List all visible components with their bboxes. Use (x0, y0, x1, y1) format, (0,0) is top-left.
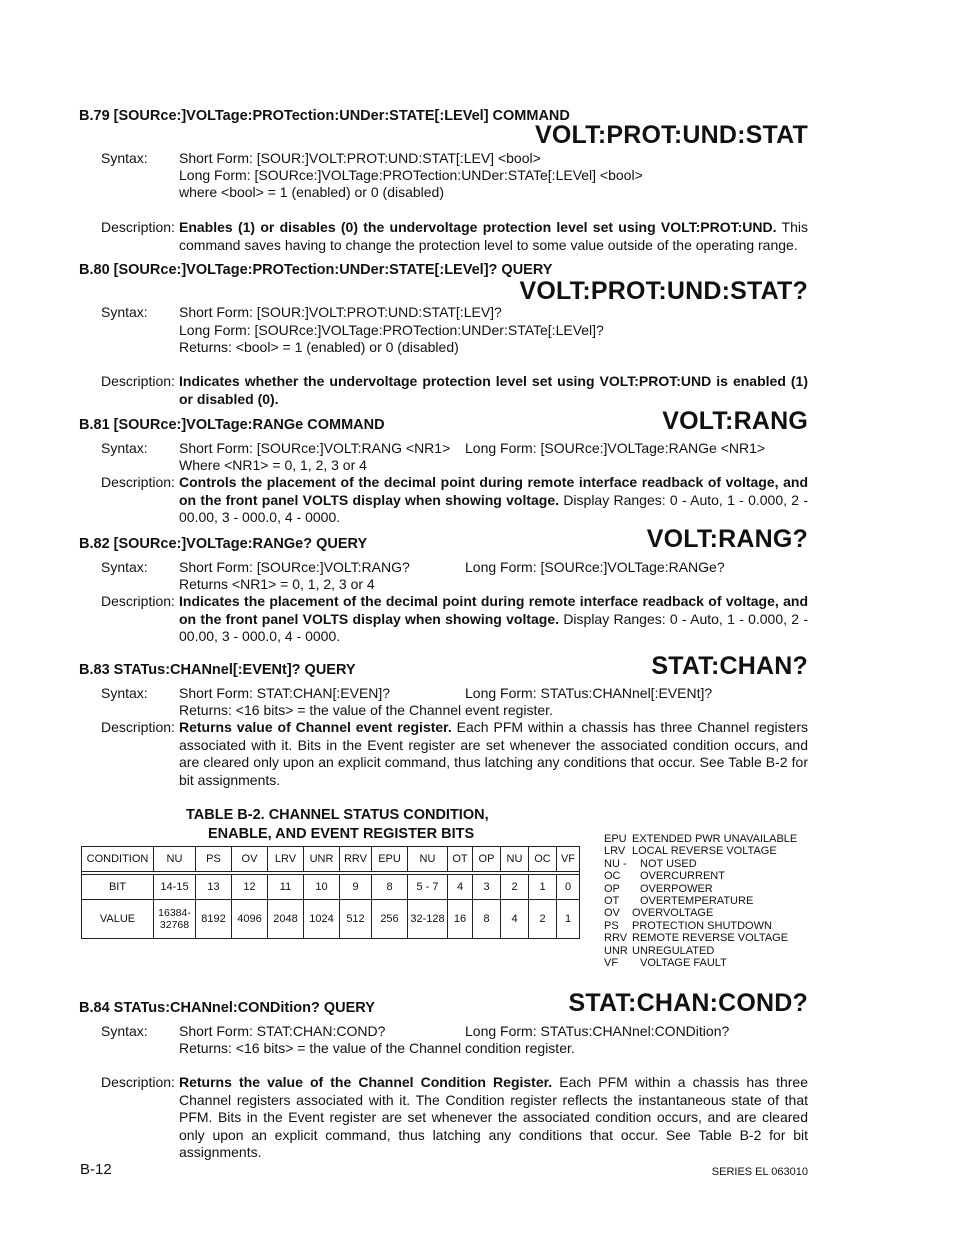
syntax-line: Returns: <bool> = 1 (enabled) or 0 (disabled) (179, 339, 459, 355)
table-caption: ENABLE, AND EVENT REGISTER BITS (208, 826, 475, 842)
table-cell: 2 (501, 875, 529, 900)
description-label: Description: (101, 219, 175, 235)
legend-item (604, 870, 797, 882)
legend-abbr: PS (604, 919, 619, 932)
syntax-long: Long Form: [SOURce:]VOLTage:RANGe? (465, 559, 725, 575)
section-heading: B.83 STATus:CHANnel[:EVENt]? QUERY (79, 662, 356, 678)
legend-item (604, 883, 797, 895)
syntax-label: Syntax: (101, 440, 148, 456)
syntax-label: Syntax: (101, 1023, 148, 1039)
command-title: STAT:CHAN:COND? (568, 989, 808, 1017)
abbreviation-legend (604, 833, 797, 969)
table-cell: 13 (196, 875, 232, 900)
table-cell: 16 (448, 900, 473, 939)
syntax-long: Long Form: STATus:CHANnel:CONDition? (465, 1023, 730, 1039)
table-cell: LRV (268, 847, 304, 872)
table-cell: 8192 (196, 900, 232, 939)
table-cell: 14-15 (154, 875, 196, 900)
table-cell: 1 (529, 875, 557, 900)
section-heading: B.81 [SOURce:]VOLTage:RANGe COMMAND (79, 417, 385, 433)
syntax-short: Short Form: STAT:CHAN[:EVEN]? (179, 685, 391, 701)
table-cell: 1 (557, 900, 580, 939)
table-cell: 0 (557, 875, 580, 900)
legend-item (604, 845, 797, 857)
table-cell: 12 (232, 875, 268, 900)
syntax-short: Short Form: STAT:CHAN:COND? (179, 1023, 386, 1039)
description-rest: Each PFM within a chassis has three Channel registers associated with it. The Condition register reflects the instantaneous state of that PFM. Bits in the Event register are set whenever the associated condition occurs, and are cleared only upon an explicit command, thus latching any conditions that occur. See Table B-2 for bit assignments. (179, 1074, 808, 1160)
syntax-label: Syntax: (101, 150, 148, 166)
table-cell: OP (473, 847, 501, 872)
legend-text: OVERTEMPERATURE (640, 895, 754, 908)
legend-item (604, 907, 797, 919)
table-cell: UNR (304, 847, 340, 872)
legend-text: EXTENDED PWR UNAVAILABLE (632, 833, 798, 845)
syntax-label: Syntax: (101, 685, 148, 701)
section-heading: B.84 STATus:CHANnel:CONDition? QUERY (79, 1000, 375, 1016)
table-cell: 2048 (268, 900, 304, 939)
description-text (179, 593, 808, 646)
table-row (82, 900, 580, 939)
legend-text: NOT USED (640, 857, 697, 870)
legend-abbr: EPU (604, 833, 627, 845)
syntax-line: Long Form: [SOURce:]VOLTage:PROTection:UNDer:STATe[:LEVel]? (179, 322, 604, 338)
legend-text: UNREGULATED (632, 944, 715, 957)
table-cell: 512 (340, 900, 372, 939)
table-cell: BIT (82, 875, 154, 900)
legend-abbr: OV (604, 907, 620, 920)
legend-item (604, 895, 797, 907)
command-title: VOLT:PROT:UND:STAT (534, 121, 808, 149)
description-rest: Display Ranges: 0 - Auto, 1 - 0.000, 2 - 00.00, 3 - 000.0, 4 - 0000. (179, 491, 808, 525)
description-rest: This command saves having to change the protection level to some value outside of the operating range. (179, 219, 808, 253)
table-cell: 256 (372, 900, 408, 939)
legend-item (604, 932, 797, 944)
syntax-line: Short Form: [SOUR:]VOLT:PROT:UND:STAT[:LEV]? (179, 304, 502, 320)
description-bold: Indicates whether the undervoltage protection level set using VOLT:PROT:UND is enabled (1) or disabled (0). (179, 373, 808, 407)
description-bold: Returns value of Channel event register. (179, 719, 452, 735)
legend-abbr: NU - (604, 857, 627, 870)
section-heading: B.79 [SOURce:]VOLTage:PROTection:UNDer:STATE[:LEVel] COMMAND (79, 108, 570, 124)
legend-abbr: OC (604, 870, 621, 883)
description-rest: Display Ranges: 0 - Auto, 1 - 0.000, 2 - 00.00, 3 - 000.0, 4 - 0000. (179, 610, 808, 644)
table-cell: 4096 (232, 900, 268, 939)
command-title: VOLT:RANG (662, 407, 808, 435)
register-bits-table (81, 846, 580, 939)
legend-abbr: LRV (604, 845, 626, 858)
syntax-where: Returns: <16 bits> = the value of the Channel event register. (179, 702, 553, 718)
table-cell: 9 (340, 875, 372, 900)
syntax-short: Short Form: [SOURce:]VOLT:RANG? (179, 559, 410, 575)
table-cell: 32-128 (408, 900, 448, 939)
description-label: Description: (101, 593, 175, 609)
page-number: B-12 (80, 1161, 112, 1178)
legend-item (604, 957, 797, 969)
legend-text: LOCAL REVERSE VOLTAGE (632, 845, 777, 858)
description-label: Description: (101, 1074, 175, 1090)
syntax-label: Syntax: (101, 559, 148, 575)
legend-abbr: OT (604, 895, 620, 908)
table-cell: 3 (473, 875, 501, 900)
command-title: VOLT:PROT:UND:STAT? (519, 277, 808, 305)
table-cell: 16384- 32768 (154, 900, 196, 939)
description-bold: Enables (1) or disables (0) the undervoltage protection level set using VOLT:PROT:UND. (179, 219, 777, 235)
legend-item (604, 945, 797, 957)
legend-text: OVERPOWER (640, 882, 713, 895)
table-header-row (82, 847, 580, 872)
table-cell: PS (196, 847, 232, 872)
table-cell: 10 (304, 875, 340, 900)
section-heading: B.80 [SOURce:]VOLTage:PROTection:UNDer:STATE[:LEVel]? QUERY (79, 262, 553, 278)
table-cell: 8 (473, 900, 501, 939)
table-cell: NU (501, 847, 529, 872)
syntax-label: Syntax: (101, 304, 148, 320)
legend-item (604, 920, 797, 932)
description-label: Description: (101, 373, 175, 389)
legend-text: REMOTE REVERSE VOLTAGE (632, 932, 789, 945)
legend-text: OVERVOLTAGE (632, 907, 714, 920)
table-cell: 4 (501, 900, 529, 939)
description-rest: Each PFM within a chassis has three Channel registers associated with it. Bits in the Event register are set whenever the associated condition occurs, and are cleared only upon an explicit command, thus latching any conditions that occur. See Table B-2 for bit assignments. (179, 719, 808, 788)
description-text (179, 373, 808, 408)
legend-text: VOLTAGE FAULT (640, 957, 727, 970)
table-cell: NU (154, 847, 196, 872)
table-cell: 1024 (304, 900, 340, 939)
syntax-long: Long Form: [SOURce:]VOLTage:RANGe <NR1> (465, 440, 766, 456)
command-title: STAT:CHAN? (651, 652, 808, 680)
syntax-where: Returns <NR1> = 0, 1, 2, 3 or 4 (179, 576, 375, 592)
table-cell: 2 (529, 900, 557, 939)
table-cell: NU (408, 847, 448, 872)
table-cell: 5 - 7 (408, 875, 448, 900)
description-bold: Returns the value of the Channel Condition Register. (179, 1074, 553, 1090)
description-bold: Indicates the placement of the decimal point during remote interface readback of voltage, and on the front panel VOLTS display when showing voltage. (179, 593, 808, 627)
legend-abbr: OP (604, 882, 620, 895)
description-text (179, 219, 808, 254)
table-cell: OV (232, 847, 268, 872)
table-cell: 11 (268, 875, 304, 900)
legend-abbr: UNR (604, 944, 628, 957)
table-caption: TABLE B-2. CHANNEL STATUS CONDITION, (186, 807, 489, 823)
table-cell: VF (557, 847, 580, 872)
syntax-short: Short Form: [SOURce:]VOLT:RANG <NR1> (179, 440, 451, 456)
table-cell: VALUE (82, 900, 154, 939)
table-row (82, 875, 580, 900)
table-cell: OC (529, 847, 557, 872)
syntax-line: Long Form: [SOURce:]VOLTage:PROTection:UNDer:STATe[:LEVel] <bool> (179, 167, 643, 183)
syntax-line: Short Form: [SOUR:]VOLT:PROT:UND:STAT[:LEV] <bool> (179, 150, 541, 166)
description-text (179, 474, 808, 527)
description-label: Description: (101, 474, 175, 490)
syntax-long: Long Form: STATus:CHANnel[:EVENt]? (465, 685, 713, 701)
description-label: Description: (101, 719, 175, 735)
table-cell: OT (448, 847, 473, 872)
legend-item (604, 858, 797, 870)
command-title: VOLT:RANG? (646, 525, 808, 553)
section-heading: B.82 [SOURce:]VOLTage:RANGe? QUERY (79, 536, 368, 552)
legend-abbr: RRV (604, 932, 628, 945)
table-cell: EPU (372, 847, 408, 872)
table-cell: CONDITION (82, 847, 154, 872)
syntax-line: where <bool> = 1 (enabled) or 0 (disabled) (179, 184, 445, 200)
syntax-where: Where <NR1> = 0, 1, 2, 3 or 4 (179, 457, 367, 473)
legend-abbr: VF (604, 957, 619, 970)
table-cell: RRV (340, 847, 372, 872)
description-text (179, 719, 808, 789)
legend-text: PROTECTION SHUTDOWN (632, 919, 772, 932)
syntax-where: Returns: <16 bits> = the value of the Channel condition register. (179, 1040, 575, 1056)
description-text (179, 1074, 808, 1162)
legend-text: OVERCURRENT (640, 870, 725, 883)
description-bold: Controls the placement of the decimal point during remote interface readback of voltage, and on the front panel VOLTS display when showing voltage. (179, 474, 808, 508)
table-cell: 4 (448, 875, 473, 900)
legend-item (604, 833, 797, 845)
table-cell: 8 (372, 875, 408, 900)
series-label: SERIES EL 063010 (711, 1166, 808, 1178)
